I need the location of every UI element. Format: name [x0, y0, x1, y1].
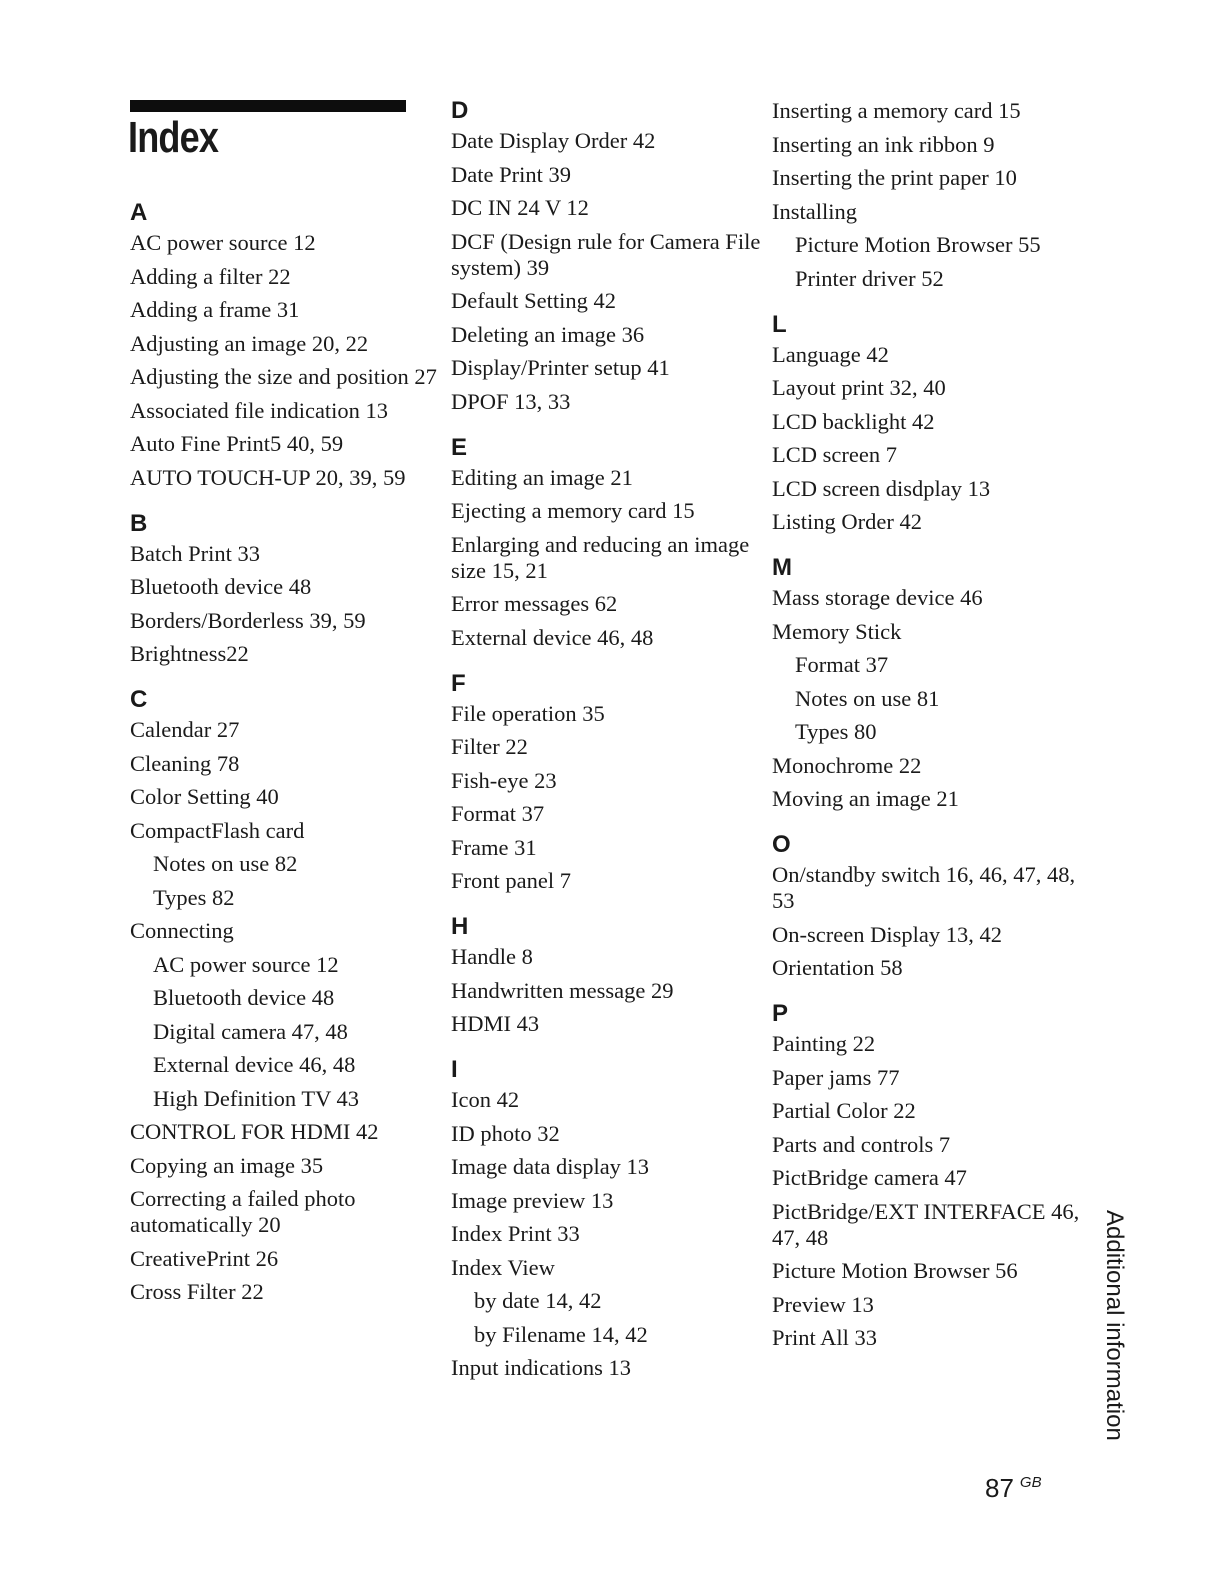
index-entry: Borders/Borderless 39, 59: [130, 607, 366, 633]
page-number-block: [985, 1473, 1042, 1504]
index-entry: LCD screen disdplay 13: [772, 475, 991, 501]
title-rule: [130, 100, 406, 112]
index-section: [130, 196, 440, 491]
index-entry: File operation 35: [451, 700, 605, 726]
index-entry: External device 46, 48: [451, 624, 654, 650]
index-entry: CONTROL FOR HDMI 42: [130, 1119, 379, 1144]
section-letter: H: [451, 913, 469, 940]
index-subentry: Format 37: [795, 652, 889, 677]
index-section: [130, 683, 440, 1305]
index-entry: Picture Motion Browser 56: [772, 1258, 1018, 1283]
index-entry: ID photo 32: [451, 1120, 560, 1146]
index-entry: DCF (Design rule for Camera File system) 39: [451, 228, 761, 280]
index-entry: Inserting a memory card 15: [772, 98, 1021, 123]
index-entry: Filter 22: [451, 734, 528, 759]
section-letter: D: [451, 97, 469, 124]
index-section: [130, 507, 440, 668]
index-entry: Batch Print 33: [130, 540, 260, 566]
section-letter: F: [451, 669, 466, 697]
index-section: [451, 910, 761, 1037]
index-section: [772, 828, 1082, 981]
index-entry: Preview 13: [772, 1291, 874, 1317]
index-entry: Handwritten message 29: [451, 977, 674, 1003]
index-entry: Listing Order 42: [772, 509, 922, 534]
index-entry: Front panel 7: [451, 868, 571, 893]
index-entry: Adding a filter 22: [130, 263, 291, 289]
index-entry: Painting 22: [772, 1031, 876, 1056]
index-entry: Orientation 58: [772, 955, 903, 980]
index-entry: Auto Fine Print5 40, 59: [130, 431, 344, 456]
index-subentry: Types 80: [795, 719, 877, 744]
index-entry: Installing: [772, 198, 857, 224]
index-entry: AUTO TOUCH-UP 20, 39, 59: [130, 464, 406, 490]
index-entry: Index View: [451, 1254, 555, 1280]
index-entry: Default Setting 42: [451, 288, 616, 313]
section-letter: A: [130, 199, 148, 226]
index-entry: Deleting an image 36: [451, 321, 645, 347]
index-section: [772, 551, 1082, 812]
index-column-1: [130, 196, 440, 1321]
index-subentry: by Filename 14, 42: [474, 1321, 648, 1347]
index-entry: Memory Stick: [772, 618, 902, 644]
index-subentry: Notes on use 82: [153, 851, 298, 876]
index-entry: DPOF 13, 33: [451, 388, 571, 414]
index-entry: Cross Filter 22: [130, 1279, 264, 1304]
index-subentry: Types 82: [153, 884, 235, 910]
index-entry: Image data display 13: [451, 1154, 650, 1179]
index-subentry: Notes on use 81: [795, 685, 940, 711]
index-entry: Bluetooth device 48: [130, 574, 312, 599]
page-number: 87: [985, 1473, 1014, 1503]
index-entry: Error messages 62: [451, 591, 618, 616]
index-subentry: Printer driver 52: [795, 265, 944, 291]
index-entry: Calendar 27: [130, 717, 240, 742]
index-entry: On-screen Display 13, 42: [772, 921, 1002, 947]
index-entry: HDMI 43: [451, 1011, 540, 1036]
index-section: [451, 1053, 761, 1381]
index-entry: Connecting: [130, 918, 234, 943]
index-entry: Monochrome 22: [772, 752, 922, 778]
index-entry: Adjusting an image 20, 22: [130, 330, 369, 356]
index-section: [451, 667, 761, 895]
index-entry: Ejecting a memory card 15: [451, 498, 695, 523]
index-entry: Color Setting 40: [130, 784, 279, 809]
section-letter: M: [772, 554, 792, 581]
index-subentry: Bluetooth device 48: [153, 985, 335, 1010]
index-entry: PictBridge camera 47: [772, 1165, 967, 1190]
index-column-2: [451, 94, 761, 1397]
index-entry: Index Print 33: [451, 1221, 580, 1246]
index-entry: Language 42: [772, 341, 889, 367]
index-entry: PictBridge/EXT INTERFACE 46, 47, 48: [772, 1198, 1080, 1250]
page-suffix: GB: [1019, 1474, 1042, 1491]
index-entry: On/standby switch 16, 46, 47, 48, 53: [772, 862, 1076, 913]
index-entry: Adding a frame 31: [130, 297, 300, 322]
section-letter: B: [130, 509, 148, 537]
index-subentry: Picture Motion Browser 55: [795, 232, 1041, 257]
index-subentry: AC power source 12: [153, 951, 339, 977]
section-letter: C: [130, 686, 148, 713]
index-entry: Editing an image 21: [451, 464, 633, 490]
index-entry: Handle 8: [451, 944, 533, 969]
index-entry: Inserting an ink ribbon 9: [772, 131, 995, 157]
index-entry: Format 37: [451, 801, 545, 826]
index-entry: Inserting the print paper 10: [772, 165, 1017, 190]
section-letter: P: [772, 1000, 789, 1027]
index-section: [451, 94, 761, 415]
index-entry: Brightness22: [130, 641, 249, 666]
index-section: [772, 997, 1082, 1351]
index-subentry: External device 46, 48: [153, 1052, 356, 1077]
index-section: [772, 98, 1082, 292]
index-entry: Copying an image 35: [130, 1152, 324, 1178]
index-entry: LCD backlight 42: [772, 408, 935, 434]
index-entry: Paper jams 77: [772, 1064, 900, 1090]
index-entry: Mass storage device 46: [772, 585, 983, 610]
page-title: Index: [128, 113, 219, 162]
index-entry: Correcting a failed photo automatically 20: [130, 1186, 356, 1237]
section-letter: O: [772, 831, 791, 858]
index-entry: Print All 33: [772, 1325, 878, 1350]
index-entry: Frame 31: [451, 834, 537, 860]
index-entry: AC power source 12: [130, 230, 316, 255]
index-entry: Parts and controls 7: [772, 1131, 951, 1157]
index-entry: Date Print 39: [451, 161, 571, 187]
index-entry: DC IN 24 V 12: [451, 195, 589, 220]
index-subentry: High Definition TV 43: [153, 1085, 360, 1111]
index-entry: Input indications 13: [451, 1355, 631, 1380]
index-entry: Fish-eye 23: [451, 767, 557, 793]
index-entry: LCD screen 7: [772, 442, 897, 467]
section-letter: L: [772, 310, 787, 338]
index-entry: Layout print 32, 40: [772, 375, 946, 400]
section-letter: E: [451, 433, 468, 461]
index-entry: Adjusting the size and position 27: [130, 364, 437, 389]
index-entry: CreativePrint 26: [130, 1245, 279, 1271]
section-side-tab: Additional information: [1101, 1210, 1128, 1441]
index-entry: Icon 42: [451, 1087, 520, 1112]
index-subentry: by date 14, 42: [474, 1288, 602, 1313]
index-entry: Display/Printer setup 41: [451, 355, 670, 380]
index-entry: Image preview 13: [451, 1187, 614, 1213]
index-subentry: Digital camera 47, 48: [153, 1018, 348, 1044]
index-column-3: [772, 98, 1082, 1367]
index-entry: Date Display Order 42: [451, 128, 656, 153]
index-section: [451, 431, 761, 651]
index-entry: CompactFlash card: [130, 817, 305, 843]
index-section: [772, 308, 1082, 536]
index-entry: Cleaning 78: [130, 750, 240, 776]
index-entry: Moving an image 21: [772, 786, 959, 811]
index-entry: Partial Color 22: [772, 1098, 916, 1123]
section-letter: I: [451, 1056, 458, 1083]
index-entry: Associated file indication 13: [130, 397, 389, 423]
index-entry: Enlarging and reducing an image size 15, 21: [451, 531, 750, 583]
